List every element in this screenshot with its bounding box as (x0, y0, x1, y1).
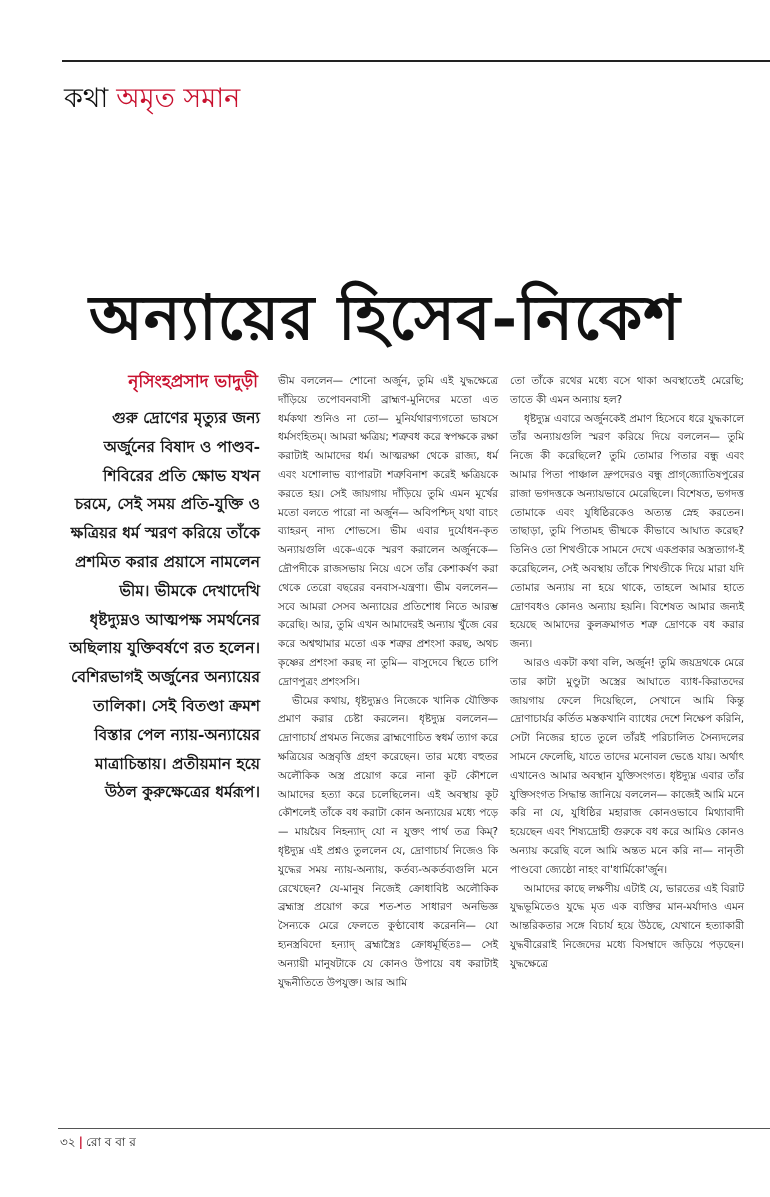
page-footer (60, 1134, 136, 1154)
article-headline: অন্যায়ের হিসেব-নিকেশ (89, 281, 681, 354)
footer-separator: | (78, 1135, 83, 1149)
body-paragraph: তো তাঁকে রথের মধ্যে বসে থাকা অবস্থাতেই মেরেছি; তাতে কী এমন অন্যায় হল? (510, 375, 744, 406)
column-header-title: অমৃত সমান (116, 83, 241, 114)
standfirst-text: গুরু দ্রোণের মৃত্যুর জন্য অর্জুনের বিষাদ ও পাণ্ডব-শিবিরের প্রতি ক্ষোভ যখন চরমে, সেই সময় প্রতি-যুক্তি ও ক্ষত্রিয়র ধর্ম স্মরণ করিয়ে তাঁকে প্রশমিত করার প্রয়াসে নামলেন ভীম। ভীমকে দেখাদেখি ধৃষ্টদ্যুম্নও আত্মপক্ষ সমর্থনের অছিলায় যুক্তিবর্ষণে রত হলেন। বেশিরভাগই অর্জুনের অন্যায়ের তালিকা। সেই বিতণ্ডা ক্রমশ বিস্তার পেল ন্যায়-অন্যায়ের মাত্রাচিন্তায়। প্রতীয়মান হয়ে উঠল কুরুক্ষেত্রের ধর্মরূপ। (69, 408, 260, 802)
body-paragraph: ধৃষ্টদ্যুম্ন এবারে অর্জুনকেই প্রমাণ হিসেবে ধরে যুদ্ধকালে তাঁর অন্যায়গুলি স্মরণ করিয়ে দিয়ে বললেন— তুমি নিজে কী করেছিলে? তুমি তোমার পিতার বন্ধু এবং আমার পিতা পাঞ্চাল দ্রুপদেরও বন্ধু প্রাগ্‌জ্যোতিষপুরের রাজা ভগদত্তকে অন্যায়ভাবে মেরেছিলে। বিশেষত, ভগদত্ত তোমাকে এবং যুধিষ্ঠিরকেও অত্যন্ত স্নেহ করতেন। তাছাড়া, তুমি পিতামহ ভীষ্মকে কীভাবে আঘাত করেছ? তিনিও তো শিখণ্ডীকে সামনে দেখে একপ্রকার অস্ত্রত্যাগ-ই করেছিলেন, সেই অবস্থায় তাঁকে শিখণ্ডীকে দিয়ে মারা যদি তোমার অন্যায় না হয়ে থাকে, তাহলে আমার হাতে দ্রোণবধও কোনও অন্যায় হয়নি। বিশেষত আমার জন্যই হয়েছে আমাদের কুলক্রমাগত শত্রু দ্রোণকে বধ করার জন্য। (510, 412, 744, 651)
standfirst (66, 404, 260, 807)
body-paragraph: আমাদের কাছে লক্ষণীয় এটাই যে, ভারতের এই বিরাট যুদ্ধভূমিতেও যুদ্ধে মৃত এক ব্যক্তির মান-মর্যাদাও এমন আন্তরিকতার সঙ্গে বিচার্য হয়ে উঠছে, যেখানে হত্যাকারী যুদ্ধবীরেরাই নিজেদের মধ্যে বিসম্বাদে জড়িয়ে পড়ছেন। যুদ্ধক্ষেত্রে (510, 882, 744, 970)
body-paragraph: আরও একটা কথা বলি, অর্জুন! তুমি জয়দ্রথকে মেরে তার কাটা মুণ্ডুটা অস্ত্রের আঘাতে ব্যাধ-কিরাতদের জায়গায় ফেলে দিয়েছিলে, সেখানে আমি কিন্তু দ্রোণাচার্যর কর্তিত মস্তকখানি ব্যাধের দেশে নিক্ষেপ করিনি, সেটা নিজের হাতে তুলে তাঁরই পরিচালিত সৈন্যদলের সামনে ফেলেছি, যাতে তাদের মনোবল ভেঙে যায়। অর্থাৎ এখানেও আমার অবস্থান যুক্তিসংগত। ধৃষ্টদ্যুম্ন এবার তাঁর যুক্তিসংগত সিদ্ধান্ত জানিয়ে বললেন— কাজেই আমি মনে করি না যে, যুধিষ্ঠির মহারাজ কোনওভাবে মিথ্যাবাদী হয়েছেন এবং শিষ্যদ্রোহী গুরুকে বধ করে আমিও কোনও অন্যায় করেছি বলে আমি অন্তত মনে করি না— নানৃতী পাণ্ডবো জ্যেষ্ঠো নাহং বা'ধার্মিকো'র্জুন। (510, 656, 744, 876)
magazine-name: রো ব বা র (86, 1135, 136, 1149)
page-number: ৩২ (60, 1135, 76, 1149)
body-paragraph: ভীমের কথায়, ধৃষ্টদ্যুম্নও নিজেকে খানিক যৌক্তিক প্রমাণ করার চেষ্টা করলেন। ধৃষ্টদ্যুম্ন বললেন— দ্রোণাচার্য প্রথমত নিজের ব্রাহ্মণোচিত স্বধর্ম ত্যাগ করে ক্ষত্রিয়ের অস্ত্রবৃত্তি গ্রহণ করেছেন। তার মধ্যে বহুতর অলৌকিক অস্ত্র প্রয়োগ করে নানা কূট কৌশলে আমাদের হত্যা করে চলেছিলেন। এই অবস্থায় কূট কৌশলেই তাঁকে বধ করাটা কোন অন্যায়ের মধ্যে পড়ে— মায়য়ৈব নিহন্যাদ্ যো ন যুক্তং পার্থ তত্র কিম্? ধৃষ্টদ্যুম্ন এই প্রশ্নও তুললেন যে, দ্রোণাচার্য নিজেও কি যুদ্ধের সময় ন্যায়-অন্যায়, কর্তব্য-অকর্তব্যগুলি মনে রেখেছেন? যে-মানুষ নিজেই ক্রোধাবিষ্ট অলৌকিক ব্রহ্মাস্ত্র প্রয়োগ করে শত-শত সাধারণ অনভিজ্ঞ সৈন্যকে মেরে ফেলতে কুণ্ঠাবোধ করেননি— যো হ্যনস্ত্রবিদো হন্যাদ্ ব্রহ্মাস্ত্রৈঃ ক্রোধমূর্ছিতঃ— সেই অন্যায়ী মানুষটাকে যে কোনও উপায়ে বধ করাটাই যুদ্ধনীতিতে উপযুক্ত। আর আমি (278, 694, 498, 989)
column-header (64, 82, 240, 116)
column-header-label: কথা (64, 83, 109, 114)
body-column-1 (278, 372, 498, 992)
body-column-2 (510, 372, 744, 974)
top-rule (62, 60, 770, 62)
author-byline: নৃসিংহপ্রসাদ ভাদুড়ী (128, 372, 258, 392)
body-paragraph: ভীম বললেন— শোনো অর্জুন, তুমি এই যুদ্ধক্ষেত্রে দাঁড়িয়ে তপোবনবাসী ব্রাহ্মণ-মুনিদের মতো এত ধর্মকথা শুনিও না তো— মুনির্যথারণ্যগতো ভাষসে ধর্মসংহিতম্। আমরা ক্ষত্রিয়; শত্রুবধ করে স্বপক্ষকে রক্ষা করাটাই আমাদের ধর্ম। আত্মরক্ষা থেকে রাজ্য, ধর্ম এবং যশোলাভ ব্যাপারটা শত্রুবিনাশ করেই ক্ষত্রিয়কে করতে হয়। সেই জায়গায় দাঁড়িয়ে তুমি এমন মূর্খের মতো বলতে পারো না অর্জুন— অবিপশ্চিদ্ যথা বাচং ব্যাহরন্ নাদ্য শোভসে। ভীম এবার দুর্যোধন-কৃত অন্যায়গুলি একে-একে স্মরণ করালেন অর্জুনকে— দ্রৌপদীকে রাজসভায় নিয়ে এসে তাঁর কেশাকর্ষণ করা থেকে তেরো বছরের বনবাস-যন্ত্রণা। ভীম বললেন— সবে আমরা সেসব অন্যায়ের প্রতিশোধ নিতে আরম্ভ করেছি। আর, তুমি এখন আমাদেরই অন্যায় খুঁজে বের করে অশ্বত্থামার মতো এক শত্রুর প্রশংসা করছ, অথচ কৃষ্ণের প্রশংসা করছ না তুমি— বাসুদেবে স্থিতে চাপি দ্রোণপুত্রং প্রশংসসি। (278, 375, 498, 688)
footer-rule (58, 1128, 770, 1129)
